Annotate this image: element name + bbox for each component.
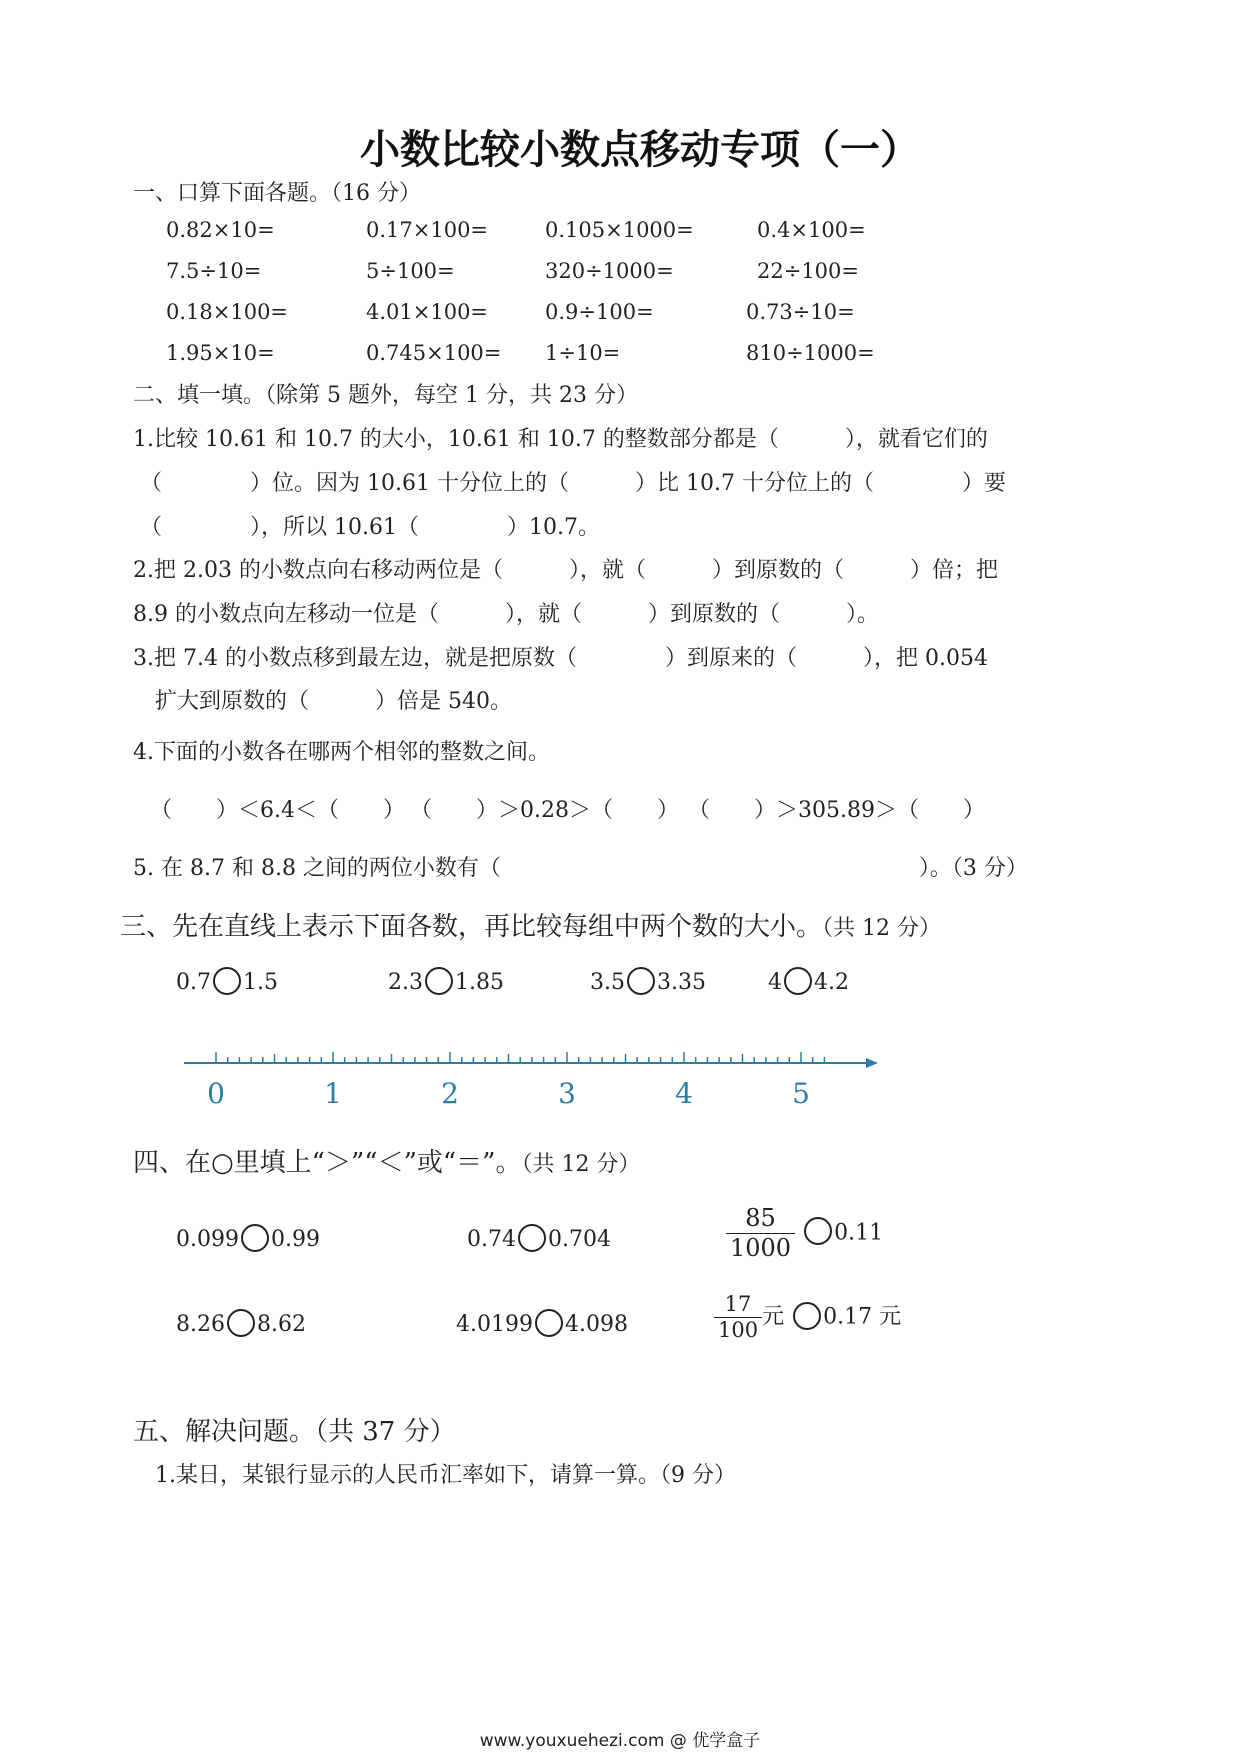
compare-item [768, 967, 849, 995]
q1-line1: 1.比较 10.61 和 10.7 的大小，10.61 和 10.7 的整数部分都是（ ），就看它们的 [133, 427, 988, 452]
fraction [726, 1204, 795, 1263]
calc-item: 1÷10= [545, 341, 621, 365]
calc-item: 4.01×100= [366, 300, 489, 324]
compare-circle[interactable] [241, 1224, 269, 1252]
section5-heading: 五、解决问题。（共 37 分） [133, 1417, 456, 1447]
number-line-label: 4 [675, 1077, 693, 1110]
q1-line3: （ ），所以 10.61（ ）10.7。 [140, 515, 600, 540]
q3-line1: 3.把 7.4 的小数点移到最左边，就是把原数（ ）到原来的（ ），把 0.054 [133, 646, 988, 671]
compare-item [467, 1224, 611, 1252]
compare-item [590, 967, 706, 995]
compare-left: 0.74 [467, 1227, 516, 1252]
section4-heading-wrap [133, 1142, 640, 1179]
compare-right: 4.098 [564, 1312, 628, 1337]
number-line-label: 2 [441, 1077, 459, 1110]
compare-item [176, 1224, 320, 1252]
compare-circle[interactable] [213, 967, 241, 995]
compare-circle[interactable] [518, 1224, 546, 1252]
compare-left: 2.3 [388, 970, 423, 995]
fraction-denominator: 100 [718, 1318, 759, 1343]
compare-right: 8.62 [256, 1312, 306, 1337]
q4-item: （ ）＜6.4＜（ ） [150, 798, 405, 823]
compare-left: 0.099 [176, 1227, 239, 1252]
page-title: 小数比较小数点移动专项（一） [360, 127, 920, 173]
number-line [180, 1040, 890, 1115]
section3-heading: 三、先在直线上表示下面各数，再比较每组中两个数的大小。 [120, 912, 823, 942]
q1-line2: （ ）位。因为 10.61 十分位上的（ ）比 10.7 十分位上的（ ）要 [140, 471, 1006, 496]
compare-left: 0.7 [176, 970, 211, 995]
compare-circle[interactable] [227, 1309, 255, 1337]
q2-line1: 2.把 2.03 的小数点向右移动两位是（ ），就（ ）到原数的（ ）倍；把 [133, 558, 998, 583]
compare-left: 8.26 [176, 1312, 225, 1337]
compare-circle[interactable] [535, 1309, 563, 1337]
compare-item [176, 1309, 306, 1337]
calc-item: 0.745×100= [366, 341, 502, 365]
fraction-numerator: 17 [714, 1292, 762, 1318]
section4-heading: 四、在○里填上“＞”“＜”或“＝”。 [133, 1148, 522, 1178]
calc-item: 7.5÷10= [166, 259, 262, 283]
section3-heading-wrap [120, 906, 941, 943]
calc-item: 22÷100= [757, 259, 859, 283]
compare-circle[interactable] [793, 1302, 821, 1330]
compare-circle[interactable] [804, 1217, 832, 1245]
number-line-label: 5 [792, 1077, 810, 1110]
fraction-numerator: 85 [726, 1204, 795, 1234]
calc-item: 810÷1000= [746, 341, 875, 365]
calc-item: 0.9÷100= [545, 300, 654, 324]
calc-item: 0.17×100= [366, 218, 489, 242]
q4-item: （ ）＞0.28＞（ ） [410, 798, 679, 823]
compare-item [388, 967, 504, 995]
compare-item [176, 967, 278, 995]
section4-points: （共 12 分） [521, 1152, 641, 1177]
calc-item: 0.82×10= [166, 218, 275, 242]
compare-right: 1.5 [243, 970, 278, 995]
compare-right: 0.704 [547, 1227, 611, 1252]
fraction-unit: 元 [762, 1304, 785, 1330]
compare-item [456, 1309, 628, 1337]
compare-right: 3.35 [657, 970, 706, 995]
q4-text: 4.下面的小数各在哪两个相邻的整数之间。 [133, 740, 550, 765]
compare-right: 1.85 [455, 970, 504, 995]
calc-item: 0.18×100= [166, 300, 289, 324]
compare-fraction-item [726, 1204, 883, 1263]
calc-item: 0.4×100= [757, 218, 866, 242]
compare-circle[interactable] [627, 967, 655, 995]
footer-watermark: www.youxuehezi.com @ 优学盒子 [479, 1731, 761, 1751]
fraction [714, 1292, 762, 1343]
compare-left: 4 [768, 970, 782, 995]
section1-heading: 一、口算下面各题。（16 分） [133, 181, 421, 206]
calc-item: 0.73÷10= [746, 300, 855, 324]
compare-left: 3.5 [590, 970, 625, 995]
calc-item: 320÷1000= [545, 259, 674, 283]
compare-right: 0.17 元 [823, 1304, 902, 1330]
compare-left: 4.0199 [456, 1312, 533, 1337]
compare-right: 0.11 [834, 1220, 884, 1246]
compare-right: 0.99 [270, 1227, 320, 1252]
number-line-arrow [866, 1058, 878, 1068]
s5-q1: 1.某日，某银行显示的人民币汇率如下，请算一算。（9 分） [155, 1463, 736, 1488]
compare-circle[interactable] [425, 967, 453, 995]
q5-text: 5. 在 8.7 和 8.8 之间的两位小数有（ ）。（3 分） [133, 856, 1028, 881]
number-line-label: 3 [558, 1077, 576, 1110]
compare-fraction-item [714, 1292, 901, 1343]
section2-heading: 二、填一填。（除第 5 题外，每空 1 分，共 23 分） [133, 383, 638, 408]
fraction-denominator: 1000 [730, 1233, 792, 1262]
q4-item: （ ）＞305.89＞（ ） [688, 798, 985, 823]
number-line-label: 1 [324, 1077, 342, 1110]
calc-item: 5÷100= [366, 259, 455, 283]
compare-circle[interactable] [784, 967, 812, 995]
calc-item: 0.105×1000= [545, 218, 694, 242]
q3-line2: 扩大到原数的（ ）倍是 540。 [155, 689, 512, 714]
compare-right: 4.2 [814, 970, 849, 995]
q2-line2: 8.9 的小数点向左移动一位是（ ），就（ ）到原数的（ ）。 [133, 602, 879, 627]
number-line-label: 0 [207, 1077, 225, 1110]
section3-points: （共 12 分） [822, 916, 941, 941]
calc-item: 1.95×10= [166, 341, 275, 365]
